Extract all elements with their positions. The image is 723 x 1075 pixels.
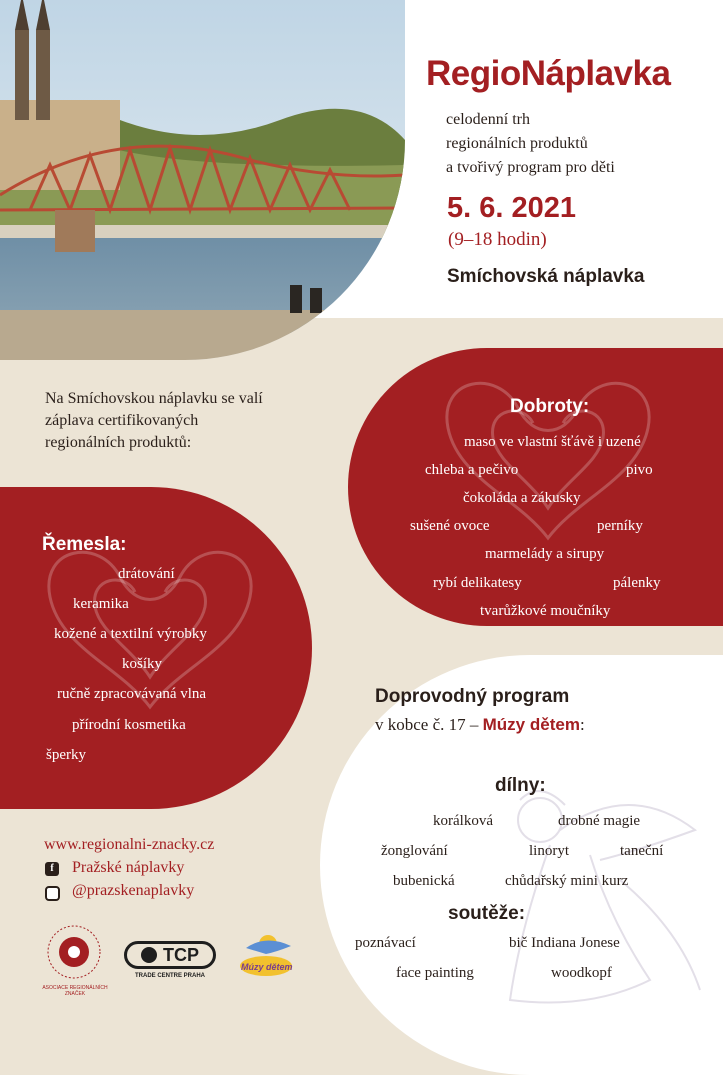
subtitle-line: celodenní trh xyxy=(446,111,530,128)
tcp-logo-subtitle: TRADE CENTRE PRAHA xyxy=(134,973,205,979)
dobroty-item: maso ve vlastní šťávě i uzené xyxy=(464,434,641,450)
souteze-item: woodkopf xyxy=(551,965,612,981)
souteze-heading: soutěže: xyxy=(448,903,526,924)
event-place: Smíchovská náplavka xyxy=(447,266,645,287)
intro-line: Na Smíchovskou náplavku se valí xyxy=(45,390,263,407)
subtitle-line: a tvořivý program pro děti xyxy=(446,159,615,176)
event-hours: (9–18 hodin) xyxy=(448,229,547,250)
dobroty-item: rybí delikatesy xyxy=(433,575,522,591)
regional-brands-logo-text: ASOCIACE REGIONÁLNÍCH ZNAČEK xyxy=(42,985,108,997)
subtitle-line: regionálních produktů xyxy=(446,135,588,152)
tcp-logo-text: TCP xyxy=(163,944,199,965)
intro-line: záplava certifikovaných xyxy=(45,412,199,429)
remesla-item: keramika xyxy=(73,596,129,612)
dilny-heading: dílny: xyxy=(495,775,546,796)
muzy-detem-label: Múzy dětem xyxy=(482,715,580,734)
instagram-link[interactable]: @prazskenaplavky xyxy=(72,882,195,899)
remesla-heading: Řemesla: xyxy=(42,534,127,555)
muzy-detem-logo-text: Múzy dětem xyxy=(241,962,293,972)
dilny-item: drobné magie xyxy=(558,813,641,829)
tcp-logo xyxy=(124,941,216,969)
facebook-icon: f xyxy=(45,862,59,876)
dobroty-item: sušené ovoce xyxy=(410,518,490,534)
remesla-item: přírodní kosmetika xyxy=(72,717,186,733)
heart-ornament xyxy=(348,348,723,626)
program-location xyxy=(375,715,585,735)
dobroty-item: pálenky xyxy=(613,575,661,591)
event-title: RegioNáplavka xyxy=(426,54,671,93)
dobroty-panel xyxy=(348,348,723,626)
remesla-item: ručně zpracovávaná vlna xyxy=(57,686,207,702)
website-link[interactable]: www.regionalni-znacky.cz xyxy=(44,836,215,853)
dobroty-item: perníky xyxy=(597,518,643,534)
dilny-item: žonglování xyxy=(381,843,448,859)
souteze-item: poznávací xyxy=(355,935,416,951)
dilny-item: linoryt xyxy=(529,843,569,859)
program-location-prefix: v kobce č. 17 – xyxy=(375,715,479,734)
dilny-item: chůdařský mini kurz xyxy=(505,873,629,889)
regional-brands-logo xyxy=(42,922,106,986)
intro-line: regionálních produktů: xyxy=(45,434,192,451)
dobroty-item: tvarůžkové moučníky xyxy=(480,603,611,619)
program-heading: Doprovodný program xyxy=(375,686,570,707)
facebook-link[interactable]: Pražské náplavky xyxy=(72,859,185,876)
remesla-item: šperky xyxy=(46,747,86,763)
dilny-item: korálková xyxy=(433,813,493,829)
dobroty-item: marmelády a sirupy xyxy=(485,546,605,562)
dobroty-item: pivo xyxy=(626,462,653,478)
souteze-item: bič Indiana Jonese xyxy=(509,935,620,951)
remesla-item: kožené a textilní výrobky xyxy=(54,626,207,642)
event-date: 5. 6. 2021 xyxy=(447,192,576,224)
dobroty-item: chleba a pečivo xyxy=(425,462,519,478)
remesla-item: košíky xyxy=(122,656,163,672)
dilny-item: taneční xyxy=(620,843,664,859)
muzy-detem-logo xyxy=(236,930,296,980)
souteze-item: face painting xyxy=(396,965,474,981)
dobroty-item: čokoláda a zákusky xyxy=(463,490,581,506)
instagram-icon xyxy=(45,886,60,901)
intro-text xyxy=(45,388,345,454)
remesla-item: drátování xyxy=(118,566,175,582)
dobroty-heading: Dobroty: xyxy=(510,396,590,417)
tcp-logo-mark xyxy=(141,947,157,963)
program-location-suffix: : xyxy=(579,715,585,734)
dilny-item: bubenická xyxy=(393,873,455,889)
